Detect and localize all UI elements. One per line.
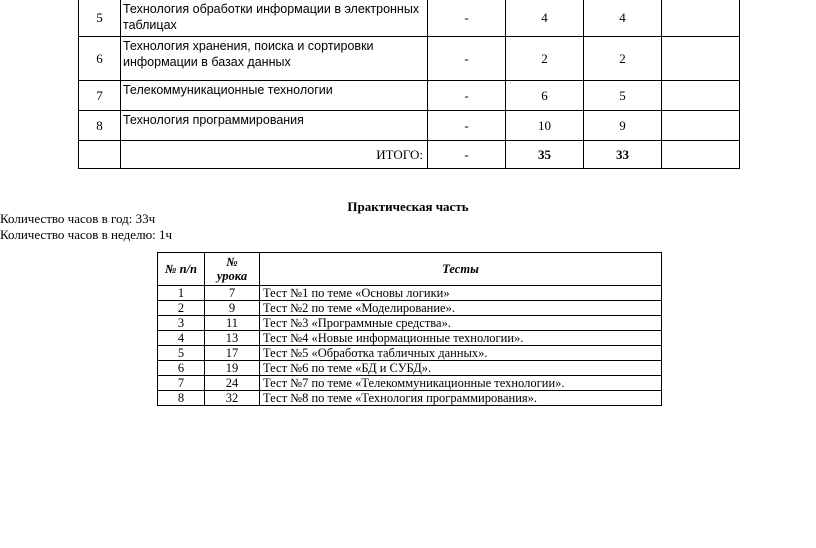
hours-cell: 4: [584, 0, 662, 37]
test-name: Тест №4 «Новые информационные технологии».: [260, 331, 662, 346]
test-name: Тест №2 по теме «Моделирование».: [260, 301, 662, 316]
lesson-num: 13: [205, 331, 260, 346]
hours-per-year: Количество часов в год: 33ч: [0, 211, 156, 226]
topic-name: Технология хранения, поиска и сортировки информации в базах данных: [121, 37, 428, 81]
table-row: [158, 331, 662, 346]
test-num: 1: [158, 286, 205, 301]
hours-cell: 2: [506, 37, 584, 81]
topics-table: [78, 0, 740, 169]
topic-name: Телекоммуникационные технологии: [121, 81, 428, 111]
total-label: ИТОГО:: [121, 141, 428, 169]
table-row: [158, 301, 662, 316]
test-name: Тест №8 по теме «Технология программирования».: [260, 391, 662, 406]
empty-cell: [662, 37, 740, 81]
test-num: 2: [158, 301, 205, 316]
total-cell: -: [428, 141, 506, 169]
test-name: Тест №3 «Программные средства».: [260, 316, 662, 331]
test-name: Тест №6 по теме «БД и СУБД».: [260, 361, 662, 376]
hours-cell: 10: [506, 111, 584, 141]
test-num: 6: [158, 361, 205, 376]
test-name: Тест №5 «Обработка табличных данных».: [260, 346, 662, 361]
table-row: [79, 37, 740, 81]
row-number: 8: [79, 111, 121, 141]
total-cell: 33: [584, 141, 662, 169]
test-num: 4: [158, 331, 205, 346]
test-name: Тест №7 по теме «Телекоммуникационные технологии».: [260, 376, 662, 391]
lesson-num: 7: [205, 286, 260, 301]
header-lesson-line2: урока: [216, 269, 248, 283]
hours-cell: 6: [506, 81, 584, 111]
hours-cell: -: [428, 37, 506, 81]
test-name: Тест №1 по теме «Основы логики»: [260, 286, 662, 301]
test-num: 5: [158, 346, 205, 361]
test-num: 7: [158, 376, 205, 391]
table-row: [158, 346, 662, 361]
table-row: [158, 316, 662, 331]
table-row: [158, 391, 662, 406]
header-tests: Тесты: [260, 253, 662, 286]
table-row: [158, 361, 662, 376]
lesson-num: 24: [205, 376, 260, 391]
hours-cell: 9: [584, 111, 662, 141]
table-row: [158, 376, 662, 391]
test-num: 8: [158, 391, 205, 406]
table-row: [158, 286, 662, 301]
hours-cell: 5: [584, 81, 662, 111]
empty-cell: [662, 0, 740, 37]
hours-cell: -: [428, 111, 506, 141]
hours-cell: -: [428, 0, 506, 37]
empty-cell: [662, 81, 740, 111]
header-num: № п/п: [158, 253, 205, 286]
lesson-num: 11: [205, 316, 260, 331]
header-lesson-line1: №: [226, 255, 238, 269]
topic-name: Технология обработки информации в электронных таблицах: [121, 0, 428, 37]
lesson-num: 32: [205, 391, 260, 406]
table-row: [79, 0, 740, 37]
empty-cell: [79, 141, 121, 169]
total-row: [79, 141, 740, 169]
row-number: 5: [79, 0, 121, 37]
lesson-num: 9: [205, 301, 260, 316]
section-heading: Практическая часть: [347, 199, 469, 214]
lesson-num: 17: [205, 346, 260, 361]
header-lesson: [205, 253, 260, 286]
hours-cell: -: [428, 81, 506, 111]
total-cell: 35: [506, 141, 584, 169]
table-row: [79, 81, 740, 111]
hours-cell: 4: [506, 0, 584, 37]
hours-per-week: Количество часов в неделю: 1ч: [0, 227, 173, 242]
tests-table: [157, 252, 662, 406]
row-number: 7: [79, 81, 121, 111]
empty-cell: [662, 111, 740, 141]
row-number: 6: [79, 37, 121, 81]
empty-cell: [662, 141, 740, 169]
header-row: [158, 253, 662, 286]
topic-name: Технология программирования: [121, 111, 428, 141]
test-num: 3: [158, 316, 205, 331]
lesson-num: 19: [205, 361, 260, 376]
table-row: [79, 111, 740, 141]
hours-cell: 2: [584, 37, 662, 81]
